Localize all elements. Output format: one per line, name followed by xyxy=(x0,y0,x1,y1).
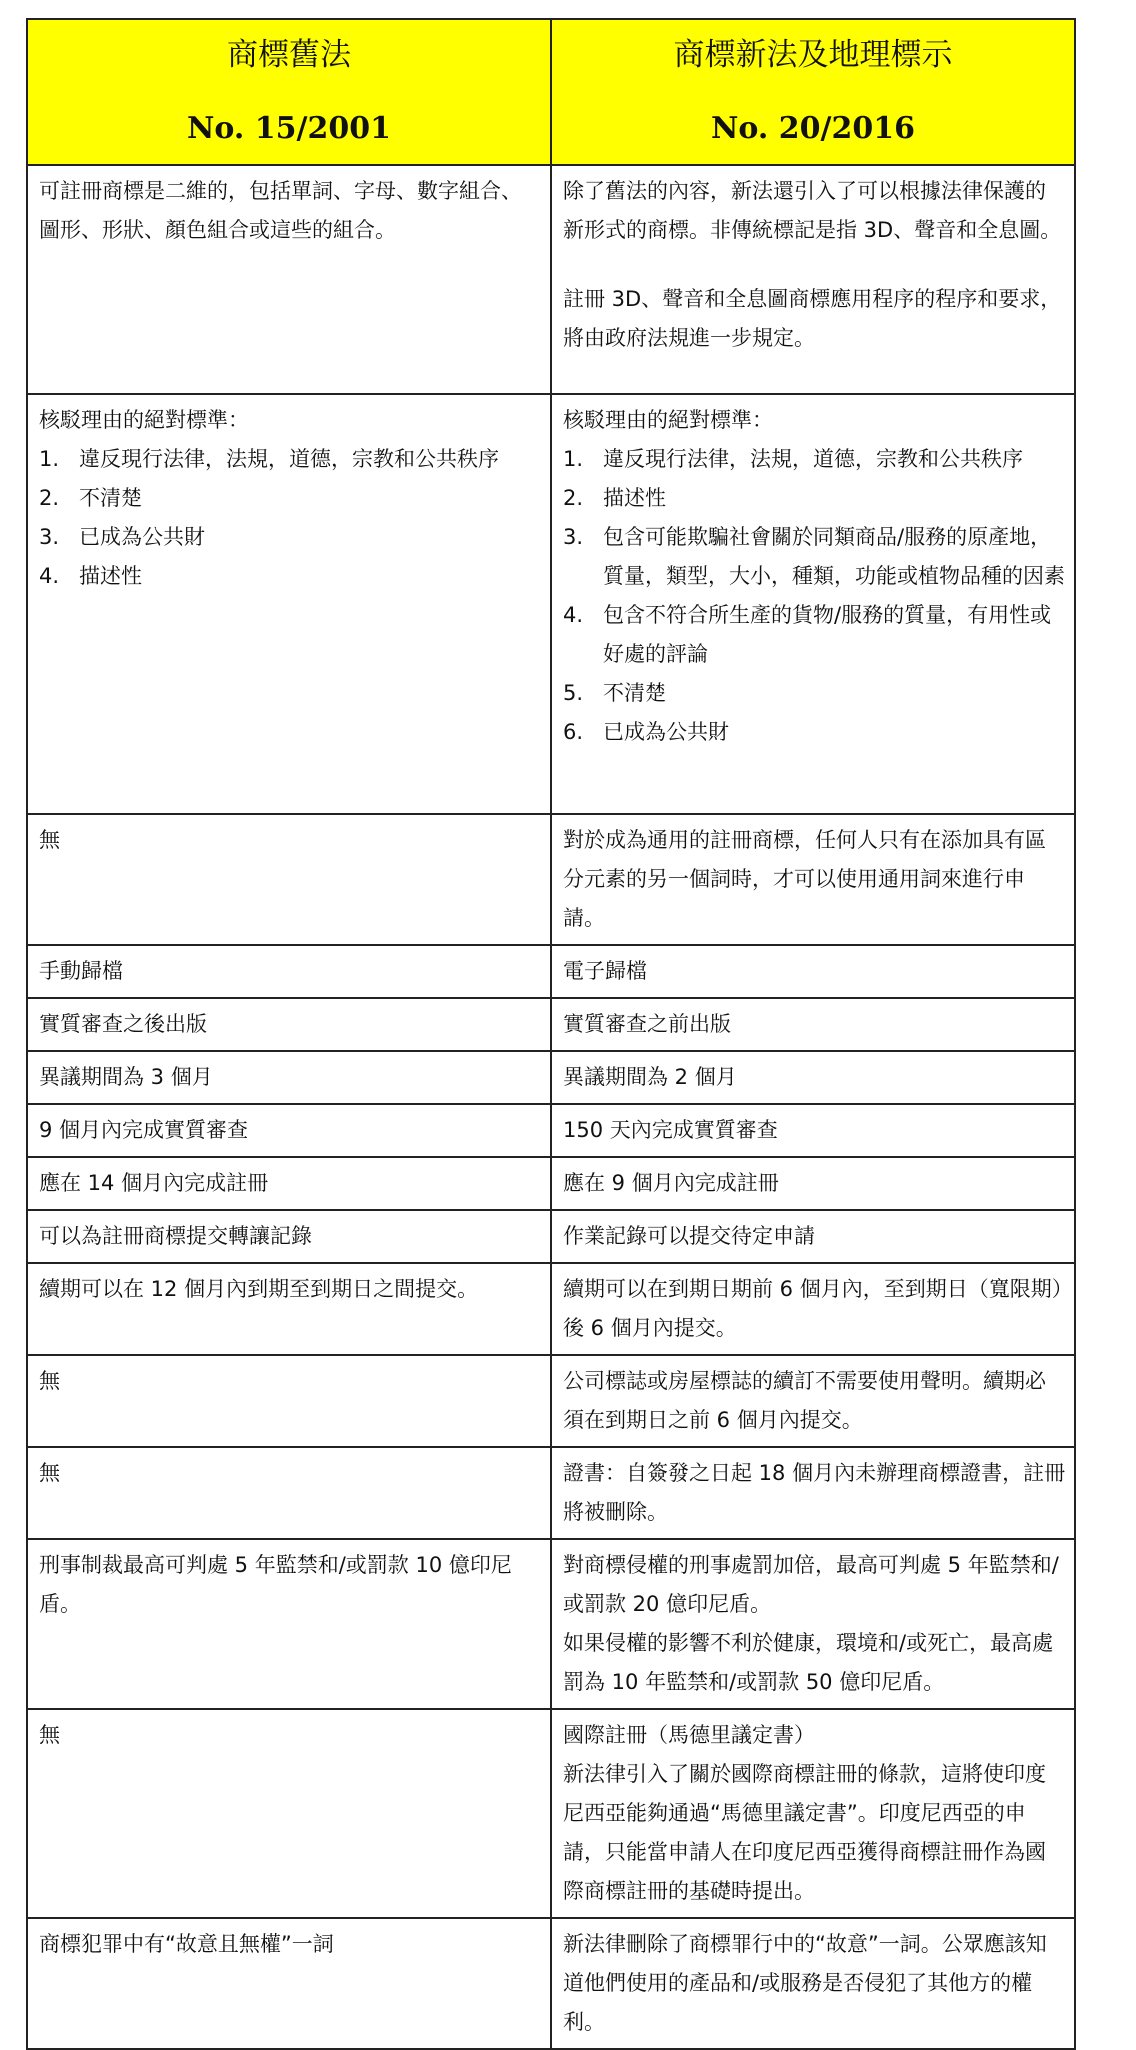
new-law-cell: 150 天內完成實質審查 xyxy=(551,1104,1075,1157)
list-item xyxy=(39,557,542,596)
new-law-cell: 證書：自簽發之日起 18 個月內未辦理商標證書，註冊將被刪除。 xyxy=(551,1447,1075,1539)
list-text: 描述性 xyxy=(79,564,142,588)
refusal-grounds-list xyxy=(39,440,542,596)
list-item xyxy=(39,440,542,479)
table-row xyxy=(27,1709,1075,1918)
old-law-cell: 無 xyxy=(27,814,551,945)
list-text: 違反現行法律，法規，道德，宗教和公共秩序 xyxy=(79,447,499,471)
table-row xyxy=(27,394,1075,814)
new-law-cell: 公司標誌或房屋標誌的續訂不需要使用聲明。續期必須在到期日之前 6 個月內提交。 xyxy=(551,1355,1075,1447)
table-row xyxy=(27,1210,1075,1263)
table-row xyxy=(27,1447,1075,1539)
list-item xyxy=(563,479,1066,518)
list-text: 不清楚 xyxy=(603,681,666,705)
old-law-cell: 可註冊商標是二維的，包括單詞、字母、數字組合、圖形、形狀、顏色組合或這些的組合。 xyxy=(27,165,551,394)
list-text: 描述性 xyxy=(603,486,666,510)
new-law-number: No. 20/2016 xyxy=(711,111,915,146)
table-row xyxy=(27,1918,1075,2049)
list-number: 4. xyxy=(563,603,584,627)
comparison-table xyxy=(26,18,1076,2050)
list-heading: 核駁理由的絕對標準： xyxy=(563,408,773,432)
table-row xyxy=(27,1051,1075,1104)
comparison-document xyxy=(26,18,1074,2050)
new-law-cell: 續期可以在到期日期前 6 個月內，至到期日（寬限期）後 6 個月內提交。 xyxy=(551,1263,1075,1355)
new-law-cell: 實質審查之前出版 xyxy=(551,998,1075,1051)
list-number: 2. xyxy=(39,486,60,510)
table-row xyxy=(27,945,1075,998)
cell-paragraph: 國際註冊（馬德里議定書） xyxy=(563,1723,815,1747)
old-law-cell: 異議期間為 3 個月 xyxy=(27,1051,551,1104)
list-number: 4. xyxy=(39,564,60,588)
old-law-cell xyxy=(27,394,551,814)
list-number: 2. xyxy=(563,486,584,510)
old-law-cell: 無 xyxy=(27,1355,551,1447)
old-law-cell: 應在 14 個月內完成註冊 xyxy=(27,1157,551,1210)
cell-paragraph: 新法律引入了關於國際商標註冊的條款，這將使印度尼西亞能夠通過“馬德里議定書”。印度尼西亞的申請，只能當申請人在印度尼西亞獲得商標註冊作為國際商標註冊的基礎時提出。 xyxy=(563,1762,1046,1903)
cell-paragraph: 註冊 3D、聲音和全息圖商標應用程序的程序和要求，將由政府法規進一步規定。 xyxy=(563,287,1062,350)
old-law-cell: 續期可以在 12 個月內到期至到期日之間提交。 xyxy=(27,1263,551,1355)
old-law-cell: 無 xyxy=(27,1709,551,1918)
list-text: 已成為公共財 xyxy=(603,720,729,744)
table-row xyxy=(27,1104,1075,1157)
list-number: 5. xyxy=(563,681,584,705)
old-law-cell: 實質審查之後出版 xyxy=(27,998,551,1051)
new-law-cell xyxy=(551,1709,1075,1918)
list-item xyxy=(563,713,1066,752)
list-heading: 核駁理由的絕對標準： xyxy=(39,408,249,432)
list-text: 不清楚 xyxy=(79,486,142,510)
table-row xyxy=(27,165,1075,394)
old-law-cell: 商標犯罪中有“故意且無權”一詞 xyxy=(27,1918,551,2049)
list-number: 3. xyxy=(563,525,584,549)
cell-paragraph: 對商標侵權的刑事處罰加倍，最高可判處 5 年監禁和/或罰款 20 億印尼盾。 xyxy=(563,1553,1059,1616)
list-text: 包含不符合所生產的貨物/服務的質量，有用性或好處的評論 xyxy=(603,603,1052,666)
table-row xyxy=(27,814,1075,945)
list-item xyxy=(563,518,1066,596)
new-law-cell: 異議期間為 2 個月 xyxy=(551,1051,1075,1104)
list-item xyxy=(563,596,1066,674)
new-law-cell: 新法律刪除了商標罪行中的“故意”一詞。公眾應該知道他們使用的產品和/或服務是否侵犯了其他方的權利。 xyxy=(551,1918,1075,2049)
list-text: 包含可能欺騙社會關於同類商品/服務的原產地，質量，類型，大小，種類，功能或植物品種的因素 xyxy=(603,525,1065,588)
header-new-law xyxy=(551,19,1075,165)
list-number: 1. xyxy=(563,447,584,471)
new-law-title: 商標新法及地理標示 xyxy=(673,37,953,73)
list-number: 6. xyxy=(563,720,584,744)
cell-paragraph: 如果侵權的影響不利於健康，環境和/或死亡，最高處罰為 10 年監禁和/或罰款 50 億印尼盾。 xyxy=(563,1631,1054,1694)
new-law-cell xyxy=(551,1539,1075,1709)
old-law-cell: 刑事制裁最高可判處 5 年監禁和/或罰款 10 億印尼盾。 xyxy=(27,1539,551,1709)
list-number: 3. xyxy=(39,525,60,549)
old-law-title: 商標舊法 xyxy=(227,37,351,73)
refusal-grounds-list xyxy=(563,440,1066,752)
cell-paragraph: 除了舊法的內容，新法還引入了可以根據法律保護的新形式的商標。非傳統標記是指 3D、聲音和全息圖。 xyxy=(563,179,1062,242)
new-law-cell xyxy=(551,394,1075,814)
table-row xyxy=(27,1539,1075,1709)
paragraph-gap xyxy=(563,250,1066,280)
new-law-cell: 對於成為通用的註冊商標，任何人只有在添加具有區分元素的另一個詞時，才可以使用通用詞來進行申請。 xyxy=(551,814,1075,945)
new-law-cell: 應在 9 個月內完成註冊 xyxy=(551,1157,1075,1210)
header-old-law xyxy=(27,19,551,165)
table-row xyxy=(27,1263,1075,1355)
list-item xyxy=(39,518,542,557)
table-row xyxy=(27,1355,1075,1447)
new-law-cell: 電子歸檔 xyxy=(551,945,1075,998)
list-item xyxy=(563,674,1066,713)
old-law-cell: 9 個月內完成實質審查 xyxy=(27,1104,551,1157)
new-law-cell: 作業記錄可以提交待定申請 xyxy=(551,1210,1075,1263)
old-law-cell: 無 xyxy=(27,1447,551,1539)
old-law-cell: 手動歸檔 xyxy=(27,945,551,998)
list-item xyxy=(39,479,542,518)
table-header-row xyxy=(27,19,1075,165)
list-number: 1. xyxy=(39,447,60,471)
old-law-number: No. 15/2001 xyxy=(187,111,391,146)
list-item xyxy=(563,440,1066,479)
old-law-cell: 可以為註冊商標提交轉讓記錄 xyxy=(27,1210,551,1263)
list-text: 已成為公共財 xyxy=(79,525,205,549)
table-row xyxy=(27,1157,1075,1210)
list-text: 違反現行法律，法規，道德，宗教和公共秩序 xyxy=(603,447,1023,471)
table-row xyxy=(27,998,1075,1051)
new-law-cell xyxy=(551,165,1075,394)
